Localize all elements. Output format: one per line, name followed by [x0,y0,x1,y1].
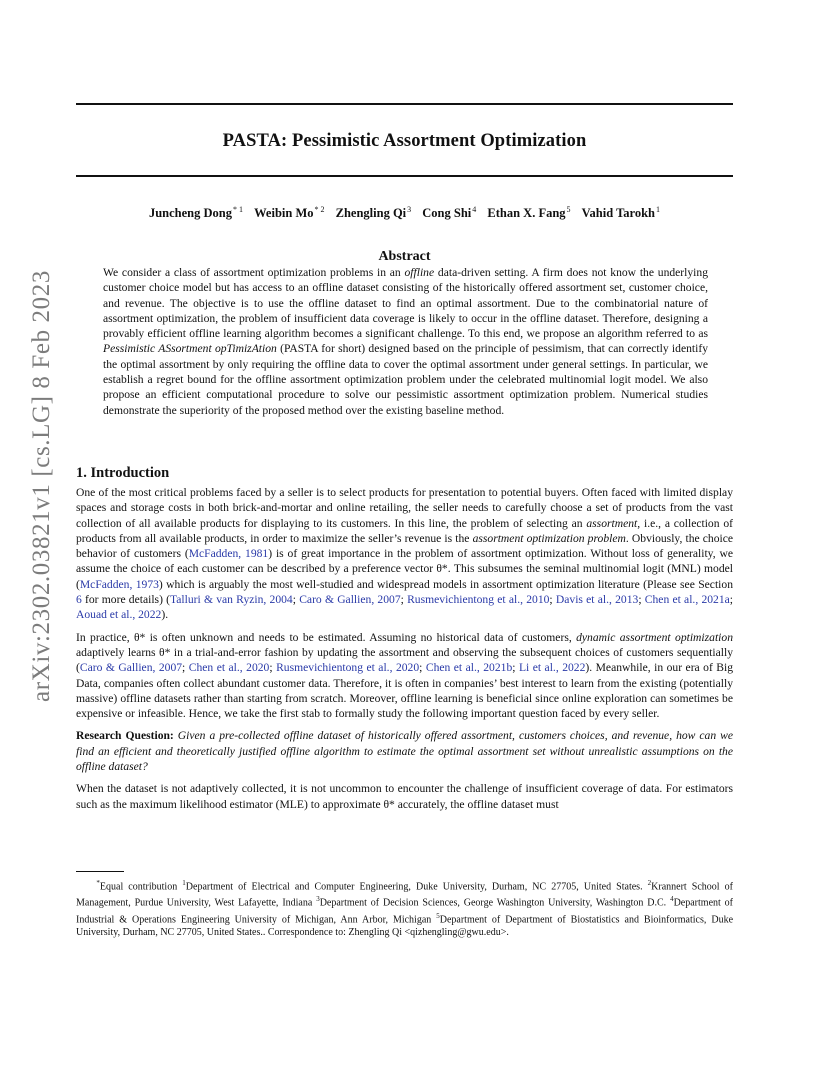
citation-link[interactable]: McFadden, 1973 [79,577,159,591]
citation-link[interactable]: Caro & Gallien, 2007 [299,593,401,607]
abstract-heading: Abstract [378,249,431,264]
citation-link[interactable]: Chen et al., 2020 [188,661,270,675]
paragraph: One of the most critical problems faced by a seller is to select products for presentation to potential buyers. Often faced with limited display spaces and storage costs in both brick-and-mortar and online retailing, the seller needs to carefully choose a set of products from the vast collection of all available products for displaying to its customers. In this line, the problem of selecting an assortment, i.e., a collection of products from all available products, in order to maximize the seller’s revenue is the assortment optimization problem. Obviously, the choice behavior of customers (McFadden, 1981) is of great importance in the problem of assortment optimization. Without loss of generality, we assume the choice of each customer can be described by a preference vector θ*. This subsumes the seminal multinomial logit (MNL) model (McFadden, 1973) which is arguably the most well-studied and widespread models in assortment optimization literature (Please see Section 6 for more details) (Talluri & van Ryzin, 2004; Caro & Gallien, 2007; Rusmevichientong et al., 2010; Davis et al., 2013; Chen et al., 2021a; Aouad et al., 2022). [76,486,734,622]
research-question: Research Question: Given a pre-collected offline dataset of historically offered assortment, customers choices, and revenue, how can we find an efficient and theoretically justified offline algorithm to estimate the optimal assortment set without unrealistic assumptions on the offline dataset? [76,729,733,774]
citation-link[interactable]: Caro & Gallien, 2007 [79,661,183,675]
author-list [76,205,733,221]
citation-link[interactable]: Rusmevichientong et al., 2010 [407,593,550,607]
author: Juncheng Dong$^{* 1}$ [148,205,243,221]
author: Vahid Tarokh$^1$ [581,205,660,221]
paragraph: When the dataset is not adaptively collected, it is not uncommon to encounter the challenge of insufficient coverage of data. For estimators such as the maximum likelihood estimator (MLE) to approximate θ* accurately, the offline dataset must [76,782,733,811]
arxiv-identifier: arXiv:2302.03821v1 [cs.LG] 8 Feb 2023 [28,270,55,702]
title-rule-top [76,103,733,105]
citation-link[interactable]: Li et al., 2022 [518,661,586,675]
author: Zhengling Qi$^3$ [335,205,412,221]
citation-link[interactable]: Davis et al., 2013 [555,593,639,607]
citation-link[interactable]: Talluri & van Ryzin, 2004 [170,593,293,607]
citation-link[interactable]: Aouad et al., 2022 [76,608,162,622]
paper-title: PASTA: Pessimistic Assortment Optimization [222,131,587,151]
citation-link[interactable]: Chen et al., 2021b [425,661,513,675]
footnote-rule [76,871,124,872]
citation-link[interactable]: Rusmevichientong et al., 2020 [276,661,420,675]
citation-link[interactable]: McFadden, 1981 [188,547,269,561]
title-rule-bottom [76,175,733,177]
author: Weibin Mo$^{* 2}$ [254,205,325,221]
citation-link[interactable]: Chen et al., 2021a [644,593,730,607]
author: Cong Shi$^4$ [422,205,477,221]
author: Ethan X. Fang$^5$ [487,205,571,221]
section-ref-link[interactable]: 6 [76,593,82,607]
affiliations-footnote: *Equal contribution $^1$Department of Electrical and Computer Engineering, Duke University, Durham, NC 27705, United States. $^2$Krannert School of Management, Purdue University, West Lafayette, Indiana $^3$Department of Decision Sciences, George Washington University, Washington D.C. $^4$Department of Industrial & Operations Engineering University of Michigan, Ann Arbor, Michigan $^5$Department of Department of Biostatistics and Bioinformatics, Duke University, Durham, NC 27705, United States.. Correspondence to: Zhengling Qi <qizhengling@gwu.edu>. [76,879,734,938]
abstract-text: We consider a class of assortment optimization problems in an offline data-driven setting. A firm does not know the underlying customer choice model but has access to an offline dataset consisting of the historically offered assortment set, customer choice, and revenue. The objective is to use the offline dataset to find an optimal assortment. Due to the combinatorial nature of assortment optimization, the problem of insufficient data coverage is likely to occur in the offline dataset. Therefore, designing a provably efficient offline learning algorithm becomes a significant challenge. To this end, we propose an algorithm referred to as Pessimistic ASsortment opTimizAtion (PASTA for short) designed based on the principle of pessimism, that can correctly identify the optimal assortment by only requiring the offline data to cover the optimal assortment under general settings. In particular, we establish a regret bound for the offline assortment optimization problem under the celebrated multinomial logit model. We also propose an efficient computational procedure to solve our pessimistic assortment optimization problem. Numerical studies demonstrate the superiority of the proposed method over the existing baseline method. [103,266,709,417]
paragraph: In practice, θ* is often unknown and needs to be estimated. Assuming no historical data of customers, dynamic assortment optimization adaptively learns θ* in a trial-and-error fashion by updating the assortment and observing the subsequent choices of customers sequentially (Caro & Gallien, 2007; Chen et al., 2020; Rusmevichientong et al., 2020; Chen et al., 2021b; Li et al., 2022). Meanwhile, in our era of Big Data, companies often collect abundant customer data. Therefore, it is often in companies’ best interest to learn from the existing (potentially massive) offline datasets rather than starting from scratch. Moreover, offline learning is beneficial since online exploration can sometimes be expensive or infeasible. Hence, we take the first stab to formally study the following important question faced by every seller. [76,630,734,721]
section-heading-introduction: 1. Introduction [76,465,170,481]
introduction-body [76,485,733,819]
